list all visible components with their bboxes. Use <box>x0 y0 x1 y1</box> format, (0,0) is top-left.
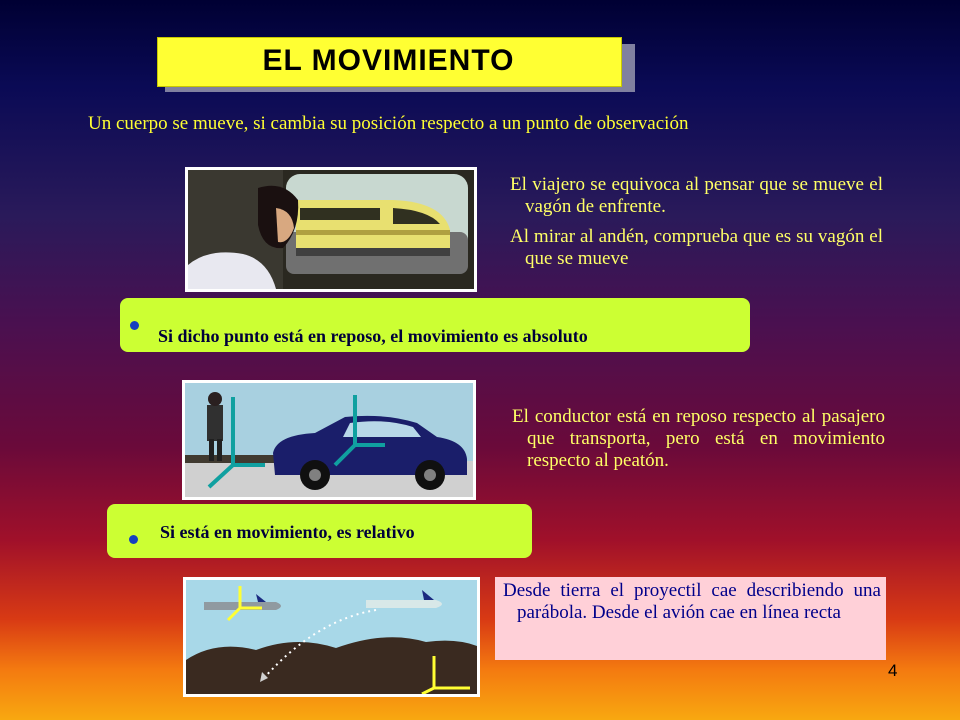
relative-motion-text: Si está en movimiento, es relativo <box>160 522 415 542</box>
driver-explanation <box>512 406 885 472</box>
projectile-planes-illustration <box>183 577 480 697</box>
projectile-explanation <box>495 577 886 660</box>
traveler-paragraph-2: Al mirar al andén, comprueba que es su vagón el que se mueve <box>510 226 883 269</box>
page-number: 4 <box>888 661 898 680</box>
train-traveler-illustration <box>185 167 477 292</box>
car-pedestrian-illustration <box>182 380 476 500</box>
traveler-paragraph-1: El viajero se equivoca al pensar que se mueve el vagón de enfrente. <box>510 174 883 217</box>
subtitle: Un cuerpo se mueve, si cambia su posición respecto a un punto de observación <box>88 113 689 134</box>
absolute-motion-text: Si dicho punto está en reposo, el movimiento es absoluto <box>158 326 588 346</box>
bullet-icon <box>130 321 139 330</box>
absolute-motion-band <box>120 298 750 352</box>
page-title: EL MOVIMIENTO <box>262 44 515 77</box>
driver-paragraph: El conductor está en reposo respecto al pasajero que transporta, pero está en movimiento respecto al peatón. <box>512 406 885 471</box>
bullet-icon <box>129 535 138 544</box>
relative-motion-band <box>107 504 532 558</box>
projectile-paragraph: Desde tierra el proyectil cae describiendo una parábola. Desde el avión cae en línea recta <box>503 580 881 623</box>
traveler-explanation <box>510 174 883 270</box>
